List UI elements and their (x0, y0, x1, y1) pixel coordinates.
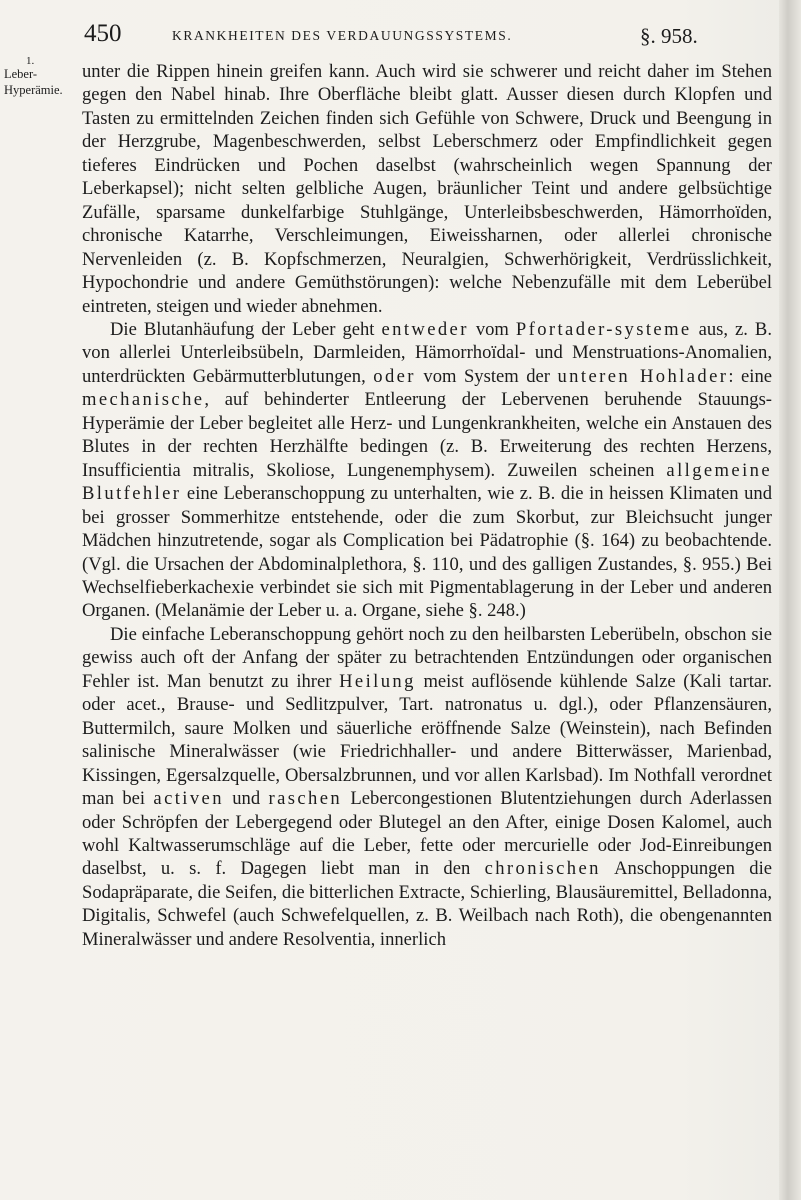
page-edge-shadow (779, 0, 801, 1200)
emphasized-text: raschen (268, 788, 343, 810)
page-header (84, 20, 774, 54)
text-run: Anschoppungen die Sodapräparate, die Seifen, die bitterlichen Extracte, Schierling, Blausäuremittel, Belladonna, Digitalis, Schwefel (auch Schwefelquellen, z. B. Weilbach nach Roth), die obengenannten Mineralwässer und andere Resolventia, innerlich (82, 858, 773, 950)
emphasized-text: activen (153, 788, 224, 810)
margin-note-leber (4, 56, 94, 83)
emphasized-text: Heilung (339, 670, 416, 692)
text-run: Die Blutanhäufung der Leber geht (110, 318, 382, 340)
text-run: : eine (728, 365, 772, 387)
emphasized-text: Pfortader-systeme (515, 318, 692, 340)
section-reference: §. 958. (640, 24, 698, 48)
text-run: unter die Rippen hinein greifen kann. Auch wird sie schwerer und reicht daher im Stehen gegen den Nabel hinab. Ihre Oberfläche bleibt glatt. Ausser diesen durch Klopfen und Tasten zu ermittelnden Zeichen finden sich Gefühle von Schwere, Druck und Beengung in der Herzgrube, Magenbeschwerden, selbst Leberschmerz oder Empfindlichkeit gegen tieferes Eindrücken und Pochen daselbst (wahrscheinlich wegen Spannung der Leberkapsel); nicht selten gelbliche Augen, bräunlicher Teint und andere gelbsüchtige Zufälle, sparsame dunkelfarbige Stuhlgänge, Unterleibsbeschwerden, Hämorrhoïden, chronische Katarrhe, Verschleimungen, Eiweissharnen, oder allerlei chronische Nervenleiden (z. B. Kopfschmerzen, Neuralgien, Schwerhörigkeit, Verdrüsslichkeit, Hypochondrie und andere Gemüthstörungen): welche Nebenzufälle mit dem Leberübel eintreten, steigen und wieder abnehmen. (82, 61, 772, 317)
text-run: vom (468, 318, 516, 340)
margin-note-hyperaemie: Hyperämie. (4, 82, 63, 97)
paragraph-2 (82, 318, 772, 623)
emphasized-text: unteren Hohlader (557, 365, 729, 387)
paragraph-1 (82, 60, 772, 318)
margin-notes (4, 56, 94, 98)
emphasized-text: allgemeine Blutfehler (82, 459, 772, 505)
text-run: vom System der (415, 365, 558, 387)
emphasized-text: mechanische (82, 389, 205, 411)
text-run: Die einfache Leberanschoppung gehört noch zu den heilbarsten Leberübeln, obschon sie gewiss auch oft der Anfang der später zu betrachtenden Entzündungen oder organischen Fehler ist. Man benutzt zu ihrer (82, 623, 772, 692)
margin-note-label: Leber- (4, 67, 38, 81)
margin-note-number: 1. (26, 55, 35, 67)
emphasized-text: oder (373, 365, 416, 387)
paragraph-3 (82, 623, 772, 951)
running-title: KRANKHEITEN DES VERDAUUNGSSYSTEMS. (172, 28, 513, 43)
text-run: meist auflösende kühlende Salze (Kali tartar. oder acet., Brause- und Sedlitzpulver, Tart. natronatus u. dgl.), oder Pflanzensäuren, Buttermilch, saure Molken und säuerliche eröffnende Salze (Weinstein), nach Befinden salinische Mineralwässer (wie Friedrichhaller- und andere Bitterwässer, Marienbad, Kissingen, Egersalzquelle, Obersalzbrunnen, und vor allen Karlsbad). Im Nothfall verordnet man bei (82, 670, 772, 810)
emphasized-text: chronischen (484, 858, 601, 880)
text-run: eine Leberanschoppung zu unterhalten, wie z. B. die in heissen Klimaten und bei grosser Sommerhitze entstehende, oder die zum Skorbut, zur Bleichsucht junger Mädchen hinzutretende, sogar als Complication bei Pädatrophie (§. 164) zu beobachtende. (Vgl. die Ursachen der Abdominalplethora, §. 110, und des galligen Zustandes, §. 955.) Bei Wechselfieberkachexie verbindet sie sich mit Pigmentablagerung in der Leber und anderen Organen. (Melanämie der Leber u. a. Organe, siehe §. 248.) (82, 483, 772, 622)
text-run: aus, z. B. von allerlei Unterleibsübeln, Darmleiden, Hämorrhoïdal- und Menstruations-Anomalien, unterdrückten Gebärmutterblutungen, (82, 318, 772, 387)
page-number: 450 (84, 20, 122, 47)
text-run: und (223, 788, 269, 810)
text-run: Lebercongestionen Blutentziehungen durch Aderlassen oder Schröpfen der Lebergegend oder Blutegel an den After, einige Dosen Kalomel, auch wohl Kaltwasserumschläge auf die Leber, fette oder mercurielle oder Jod-Einreibungen daselbst, u. s. f. Dagegen liebt man in den (82, 788, 772, 880)
text-run: , auf behinderter Entleerung der Lebervenen beruhende Stauungs-Hyperämie der Leber begleitet alle Herz- und Lungenkrankheiten, welche ein Anstauen des Blutes in der rechten Herzhälfte bedingen (z. B. Erweiterung des rechten Herzens, Insufficientia mitralis, Skoliose, Lungenemphysem). Zuweilen scheinen (82, 389, 772, 481)
body-text (82, 60, 772, 951)
emphasized-text: entweder (381, 318, 469, 340)
